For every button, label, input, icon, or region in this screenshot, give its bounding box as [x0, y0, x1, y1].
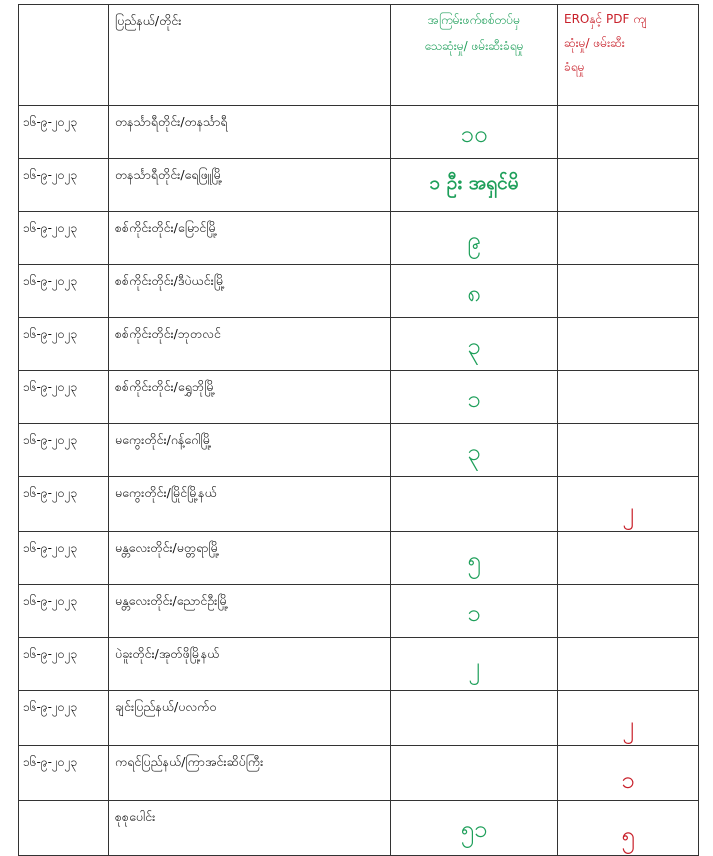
- green-cell: [391, 265, 558, 318]
- table-row: [19, 212, 699, 265]
- red-cell: [558, 691, 699, 746]
- date-cell: [19, 318, 109, 371]
- row-resistance-count: [558, 532, 698, 550]
- row-place: စစ်ကိုင်းတိုင်း/ဒီပဲယင်းမြို့: [115, 273, 225, 288]
- place-cell: [109, 371, 391, 424]
- row-junta-count: ၂: [468, 652, 480, 680]
- row-place: တနင်္သာရီတိုင်း/တနင်္သာရီ: [115, 114, 228, 129]
- row-date: ၁၆-၉-၂၀၂၃: [23, 168, 78, 182]
- table-header-row: [19, 5, 699, 106]
- header-resistance-casualties-label: [558, 5, 698, 79]
- row-junta-count: ၁ ဦး အရှင်မိ: [429, 172, 519, 194]
- red-cell: [558, 477, 699, 532]
- row-resistance-count: ၁: [621, 766, 635, 794]
- total-label: စုစုပေါင်း: [115, 809, 156, 824]
- table-row: [19, 159, 699, 212]
- table-row: [19, 106, 699, 159]
- header-place-cell: [109, 5, 391, 106]
- table-row: [19, 318, 699, 371]
- row-junta-count: [391, 477, 557, 489]
- row-junta-count: [391, 691, 557, 703]
- place-cell: [109, 106, 391, 159]
- row-place: မကွေးတိုင်း/ဂန့်ဂေါမြို့: [115, 432, 212, 447]
- row-place: စစ်ကိုင်းတိုင်း/မြောင်မြို့: [115, 220, 218, 235]
- row-resistance-count: [558, 159, 698, 177]
- green-cell: [391, 106, 558, 159]
- row-date: ၁၆-၉-၂၀၂၃: [23, 755, 78, 769]
- green-cell: [391, 746, 558, 801]
- row-junta-count: ၁: [467, 599, 481, 627]
- row-date: ၁၆-၉-၂၀၂၃: [23, 594, 78, 608]
- header-date-cell: [19, 5, 109, 106]
- row-junta-count: ၁: [467, 385, 481, 413]
- header-red-line-2: ဆုံးမှု/ ဖမ်းဆီး: [564, 36, 625, 50]
- report-sheet: [18, 4, 698, 849]
- table-row: [19, 746, 699, 801]
- date-cell: [19, 746, 109, 801]
- row-place: မန္တလေးတိုင်း/ညောင်ဦးမြို့: [115, 593, 229, 608]
- row-date: ၁၆-၉-၂၀၂၃: [23, 541, 78, 555]
- row-date: ၁၆-၉-၂၀၂၃: [23, 700, 78, 714]
- green-cell: [391, 159, 558, 212]
- table-total-row: [19, 801, 699, 856]
- row-resistance-count: [558, 585, 698, 603]
- date-cell: [19, 106, 109, 159]
- row-date: ၁၆-၉-၂၀၂၃: [23, 433, 78, 447]
- total-red-cell: [558, 801, 699, 856]
- header-green-cell: [391, 5, 558, 106]
- row-date: ၁၆-၉-၂၀၂၃: [23, 115, 78, 129]
- green-cell: [391, 585, 558, 638]
- date-cell: [19, 532, 109, 585]
- header-junta-casualties-label: [391, 5, 557, 59]
- red-cell: [558, 265, 699, 318]
- date-cell: [19, 159, 109, 212]
- row-junta-count: ၅: [467, 546, 481, 574]
- row-resistance-count: [558, 318, 698, 336]
- total-resistance-count: ၅: [621, 821, 635, 849]
- total-date: [19, 801, 108, 809]
- date-cell: [19, 691, 109, 746]
- header-date-label: [19, 5, 108, 13]
- green-cell: [391, 424, 558, 477]
- row-resistance-count: [558, 212, 698, 230]
- total-junta-count: ၅၁: [460, 815, 488, 843]
- red-cell: [558, 638, 699, 691]
- green-cell: [391, 477, 558, 532]
- date-cell: [19, 477, 109, 532]
- row-resistance-count: ၂: [622, 711, 634, 739]
- red-cell: [558, 532, 699, 585]
- table-row: [19, 477, 699, 532]
- row-place: မကွေးတိုင်း/မြိုင်မြို့နယ်: [115, 485, 217, 500]
- date-cell: [19, 585, 109, 638]
- row-date: ၁၆-၉-၂၀၂၃: [23, 647, 78, 661]
- row-junta-count: ၁၀: [460, 120, 488, 148]
- red-cell: [558, 424, 699, 477]
- row-junta-count: ၉: [467, 226, 481, 254]
- header-green-line-1: အကြမ်းဖက်စစ်တပ်မှ: [427, 13, 521, 27]
- place-cell: [109, 318, 391, 371]
- place-cell: [109, 638, 391, 691]
- row-place: ကရင်ပြည်နယ်/ကြာအင်းဆိပ်ကြီး: [115, 754, 264, 769]
- green-cell: [391, 371, 558, 424]
- row-resistance-count: [558, 424, 698, 442]
- red-cell: [558, 585, 699, 638]
- row-resistance-count: [558, 371, 698, 389]
- place-cell: [109, 159, 391, 212]
- red-cell: [558, 371, 699, 424]
- row-place: ပဲခူးတိုင်း/အုတ်ဖိုမြို့နယ်: [115, 646, 220, 661]
- place-cell: [109, 746, 391, 801]
- row-place: မန္တလေးတိုင်း/မတ္တရာမြို့: [115, 540, 220, 555]
- row-place: ချင်းပြည်နယ်/ပလက်ဝ: [115, 699, 217, 714]
- row-resistance-count: [558, 265, 698, 283]
- row-resistance-count: [558, 106, 698, 124]
- green-cell: [391, 212, 558, 265]
- row-place: စစ်ကိုင်းတိုင်း/ရွှေဘိုမြို့: [115, 379, 216, 394]
- total-green-cell: [391, 801, 558, 856]
- date-cell: [19, 265, 109, 318]
- table-row: [19, 371, 699, 424]
- row-place: စစ်ကိုင်းတိုင်း/ဘုတလင်: [115, 326, 221, 341]
- header-place-label: ပြည်နယ်/တိုင်း: [115, 13, 182, 28]
- green-cell: [391, 691, 558, 746]
- date-cell: [19, 212, 109, 265]
- place-cell: [109, 477, 391, 532]
- row-date: ၁၆-၉-၂၀၂၃: [23, 486, 78, 500]
- red-cell: [558, 746, 699, 801]
- place-cell: [109, 691, 391, 746]
- row-date: ၁၆-၉-၂၀၂၃: [23, 327, 78, 341]
- row-resistance-count: ၂: [622, 497, 634, 525]
- place-cell: [109, 265, 391, 318]
- red-cell: [558, 159, 699, 212]
- total-date-cell: [19, 801, 109, 856]
- red-cell: [558, 212, 699, 265]
- total-label-cell: [109, 801, 391, 856]
- row-junta-count: ၃: [467, 332, 481, 360]
- table-row: [19, 691, 699, 746]
- row-place: တနင်္သာရီတိုင်း/ရေဖြူမြို့: [115, 167, 223, 182]
- place-cell: [109, 424, 391, 477]
- place-cell: [109, 532, 391, 585]
- row-junta-count: ၈: [467, 279, 481, 307]
- header-red-cell: [558, 5, 699, 106]
- row-resistance-count: [558, 638, 698, 656]
- green-cell: [391, 318, 558, 371]
- place-cell: [109, 585, 391, 638]
- row-junta-count: ၃: [467, 438, 481, 466]
- red-cell: [558, 318, 699, 371]
- header-red-line-1: EROနှင့် PDF ကျ: [564, 12, 647, 26]
- table-row: [19, 265, 699, 318]
- table-row: [19, 532, 699, 585]
- table-row: [19, 585, 699, 638]
- row-junta-count: [391, 746, 557, 758]
- place-cell: [109, 212, 391, 265]
- date-cell: [19, 638, 109, 691]
- header-green-line-2: သေဆုံးမှု/ ဖမ်းဆီးခံရမှု: [424, 39, 524, 53]
- table-row: [19, 424, 699, 477]
- date-cell: [19, 424, 109, 477]
- row-date: ၁၆-၉-၂၀၂၃: [23, 221, 78, 235]
- green-cell: [391, 638, 558, 691]
- casualty-table: [18, 4, 699, 856]
- table-row: [19, 638, 699, 691]
- row-date: ၁၆-၉-၂၀၂၃: [23, 274, 78, 288]
- row-date: ၁၆-၉-၂၀၂၃: [23, 380, 78, 394]
- red-cell: [558, 106, 699, 159]
- date-cell: [19, 371, 109, 424]
- green-cell: [391, 532, 558, 585]
- header-red-line-3: ခံရမှု: [564, 60, 585, 74]
